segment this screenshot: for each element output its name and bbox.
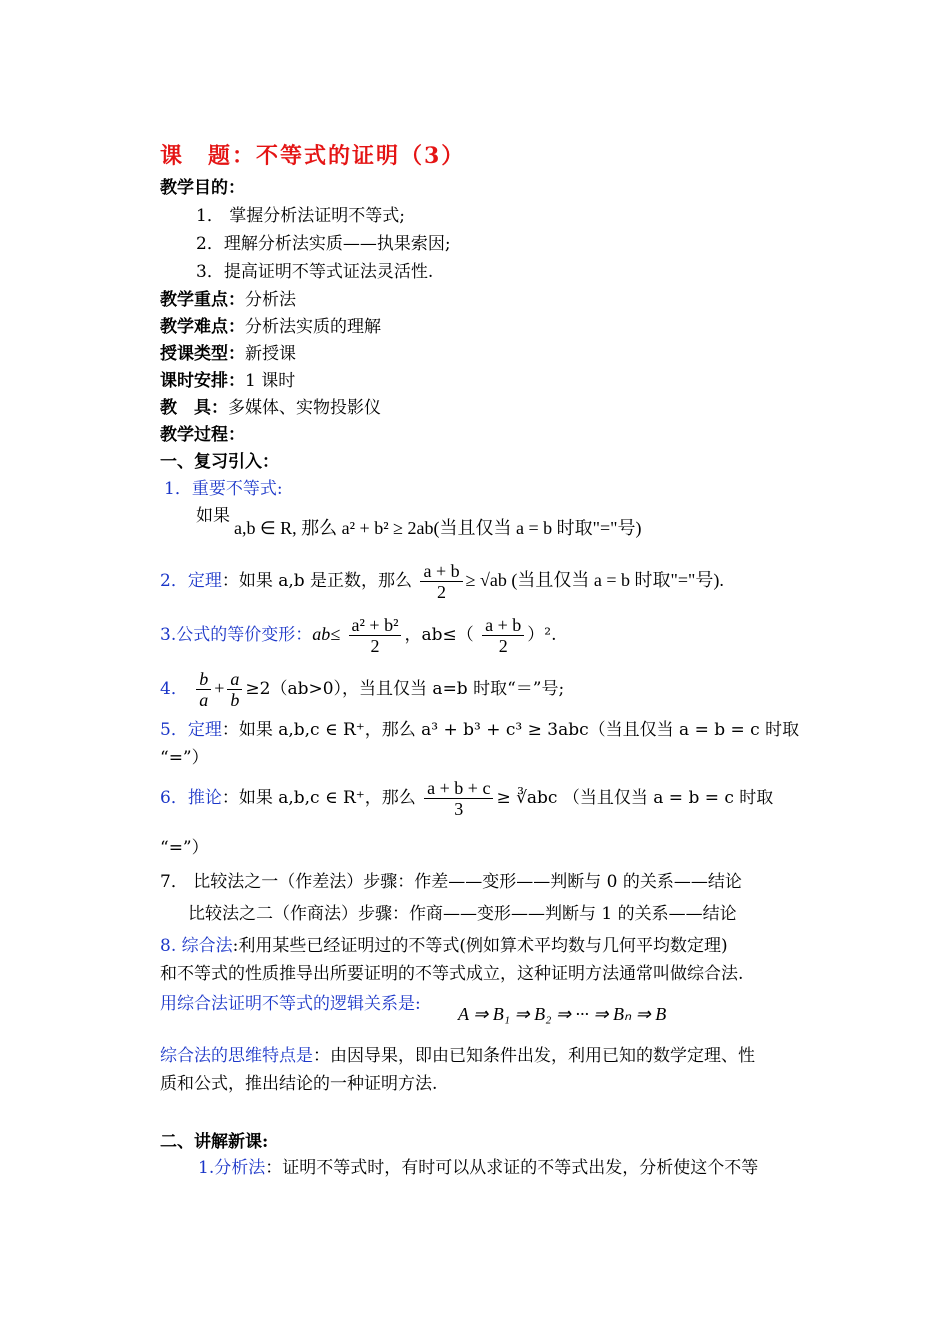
item2 [160, 558, 724, 603]
item2-rest: ≥ √ab (当且仅当 a = b 时取"="号). [465, 570, 724, 590]
item6-label: 推论 [187, 788, 222, 808]
objective-item: 1． 掌握分析法证明不等式; [196, 206, 405, 226]
fraction: $\frac{\text{a² + b²}}{2}$ [349, 615, 402, 656]
process-label: 教学过程： [160, 425, 245, 445]
item5-label: 定理 [187, 720, 222, 740]
meta-tools [160, 396, 381, 420]
item5-tail: “=”） [160, 748, 209, 768]
meta-hours [160, 369, 295, 393]
item2-text: ：如果 a,b 是正数，那么 [221, 571, 413, 591]
logic-chain: A ⇒ B₁ ⇒ B₂ ⇒ ··· ⇒ Bₙ ⇒ B [458, 1004, 667, 1024]
item2-num: 2． [160, 571, 188, 591]
meta-label: 授课类型： [160, 344, 245, 364]
item6-tail: “=”） [160, 838, 209, 858]
analysis-label: 分析法 [214, 1158, 266, 1178]
item8-line2: 和不等式的性质推导出所要证明的不等式成立，这种证明方法通常叫做综合法. [160, 964, 744, 984]
meta-value: 新授课 [245, 344, 296, 364]
logic-label: 用综合法证明不等式的逻辑关系是: [160, 994, 421, 1014]
meta-key-points [160, 288, 296, 312]
item7-line1: 7． 比较法之一（作差法）步骤：作差——变形——判断与 0 的关系——结论 [160, 872, 742, 892]
fraction: $\frac{a + b}{2}$ [420, 561, 462, 602]
item2-label: 定理 [187, 571, 222, 591]
fraction: $\frac{b}{a}$ [196, 669, 211, 710]
item4: 4． $\frac{b}{a}$ + $\frac{a}{b}$ ≥2（ab>0），当且仅当 a=b 时取“＝”号; [160, 669, 565, 710]
item6: 6．推论：如果 a,b,c ∈ R⁺，那么 $\frac{a + b + c}{3}$ ≥ ∛abc （当且仅当 a = b = c 时取 [160, 778, 774, 819]
item3-label: 3.公式的等价变形： [160, 625, 313, 645]
objective-item: 3．提高证明不等式证法灵活性. [196, 262, 434, 282]
item7-line2: 比较法之二（作商法）步骤：作商——变形——判断与 1 的关系——结论 [188, 904, 737, 924]
meta-label: 教学重点： [160, 290, 245, 310]
meta-type [160, 342, 296, 366]
meta-label: 教学难点： [160, 317, 245, 337]
thinking-label: 综合法的思维特点是 [160, 1046, 313, 1066]
objective-item: 2．理解分析法实质——执果索因; [196, 234, 451, 254]
fraction: $\frac{a + b}{2}$ [482, 615, 524, 656]
item5: 5．定理：如果 a,b,c ∈ R⁺，那么 a³ + b³ + c³ ≥ 3abc（当且仅当 a = b = c 时取 [160, 720, 800, 740]
meta-value: 多媒体、实物投影仪 [228, 398, 381, 418]
item4-text: ≥2（ab>0），当且仅当 a=b 时取“＝”号; [245, 679, 565, 699]
fraction: $\frac{a}{b}$ [227, 669, 242, 710]
fraction: $\frac{a + b + c}{3}$ [424, 778, 493, 819]
thinking: 综合法的思维特点是：由因导果，即由已知条件出发，利用已知的数学定理、性 [160, 1046, 755, 1066]
item1-prefix: 如果 [196, 506, 230, 526]
meta-value: 分析法 [245, 290, 296, 310]
item4-num: 4． [160, 679, 188, 699]
item5-text: ：如果 a,b,c ∈ R⁺，那么 a³ + b³ + c³ ≥ 3abc（当且仅当 a = b = c 时取 [221, 720, 800, 740]
item1-label: 1．重要不等式: [164, 479, 283, 499]
item8-label: 8. 综合法 [160, 936, 233, 956]
item8: 8. 综合法:利用某些已经证明过的不等式(例如算术平均数与几何平均数定理) [160, 936, 728, 956]
section-review: 一、复习引入： [160, 452, 279, 472]
analysis: 1.分析法：证明不等式时，有时可以从求证的不等式出发，分析使这个不等 [198, 1158, 759, 1178]
meta-difficulty [160, 315, 381, 339]
item3: 3.公式的等价变形：ab≤ $\frac{\text{a² + b²}}{2}$ ，ab≤（ $\frac{a + b}{2}$ ）². [160, 615, 557, 656]
objectives-label: 教学目的： [160, 178, 245, 198]
item1-formula: a,b ∈ R, 那么 a² + b² ≥ 2ab(当且仅当 a = b 时取"="号) [234, 518, 642, 538]
lesson-title: 课 题：不等式的证明（3） [160, 143, 466, 169]
meta-label: 课时安排： [160, 371, 245, 391]
meta-value: 分析法实质的理解 [245, 317, 381, 337]
thinking-line2: 质和公式，推出结论的一种证明方法. [160, 1074, 438, 1094]
meta-value: 1 课时 [245, 371, 296, 391]
meta-label: 教 具： [160, 398, 228, 418]
section-new-lesson: 二、讲解新课: [160, 1132, 269, 1152]
